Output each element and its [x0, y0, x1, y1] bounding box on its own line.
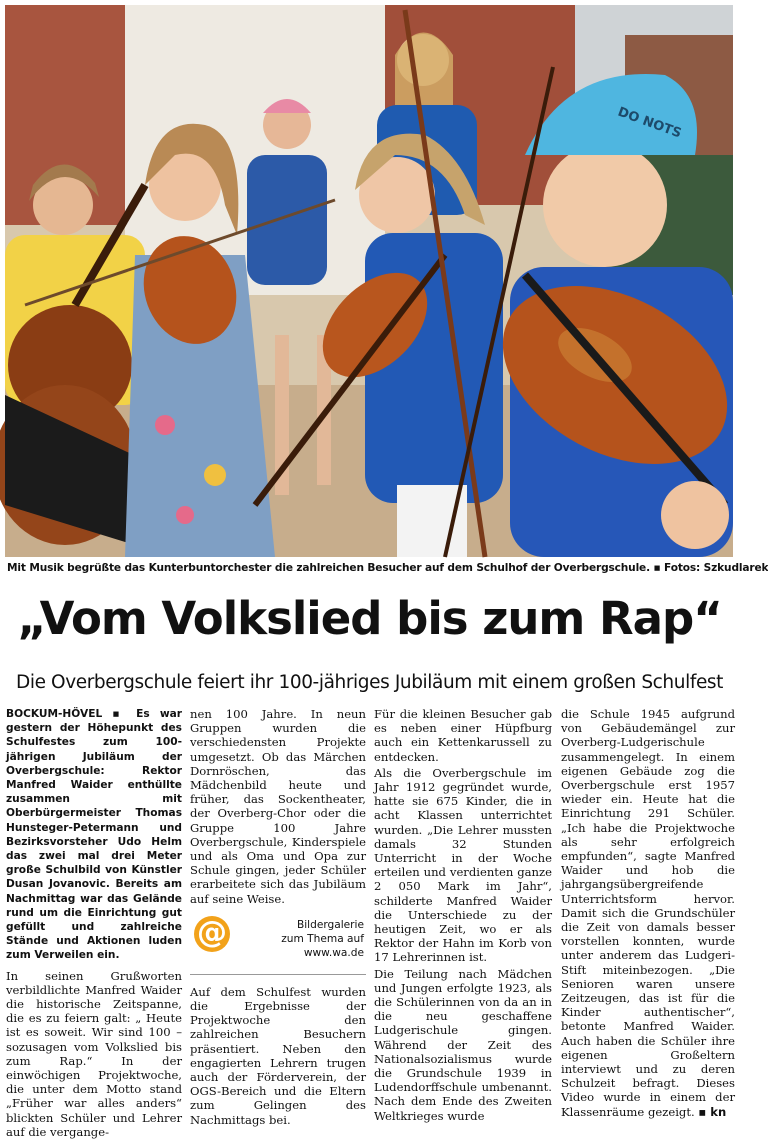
article-lead: BOCKUM-HÖVEL ▪ Es war gestern der Höhepunkt des Schulfestes zum 100-jährigen Jubiläum der Overbergschule: Rektor Manfred Waider enthüllte zusammen mit Oberbürgermeister Thomas Hunsteger-Petermann und Bezirksvorsteher Udo Helm das zwei mal drei Meter große Schulbild von Künstler Dusan Jovanovic. Bereits am Nachmittag war das Gelände rund um die Einrichtung gut gefüllt und zahlreiche Stände und Aktionen luden zum Verweilen ein.: [6, 708, 182, 962]
at-icon: @: [194, 916, 230, 952]
author-signature: ▪ kn: [698, 1104, 727, 1119]
photo-illustration: [5, 5, 733, 557]
article-paragraph: Als die Overbergschule im Jahr 1912 gegründet wurde, hatte sie 675 Kinder, die in acht Klassen unterrichtet wurden. „Die Lehrer mussten damals 32 Stunden Unterricht in der Woche erteilen und verdienten ganze 2 050 Mark im Jahr“, schilderte Manfred Waider die Unterschiede zu der heutigen Zeit, wo er als Rektor der Hahn im Korb von 17 Lehrerinnen ist.: [374, 765, 552, 965]
article-subheadline: Die Overbergschule feiert ihr 100-jähriges Jubiläum mit einem großen Schulfest: [15, 672, 724, 693]
gallery-infobox-text: [281, 918, 364, 960]
dress-pattern: [155, 415, 175, 435]
article-paragraph: Für die kleinen Besucher gab es neben einer Hüpfburg auch ein Kettenkarussell zu entdecken.: [374, 707, 552, 764]
article-paragraph: [561, 707, 735, 1119]
article-column-2: [190, 707, 366, 1127]
child-shirt: [247, 155, 327, 285]
article-paragraph: Auf dem Schulfest wurden die Ergebnisse der Projektwoche den zahlreichen Besuchern präsentiert. Neben den engagierten Lehrern trugen auch der Förderverein, der OGS-Bereich und die Eltern zum Gelingen des Nachmittags bei.: [190, 984, 366, 1127]
article-paragraph: nen 100 Jahre. In neun Gruppen wurden die verschiedensten Projekte umgesetzt. Ob das Märchen Dornröschen, das Mädchenbild heute und früher, das Sockentheater, der Overberg-Chor oder die Gruppe 100 Jahre Overbergschule, Kinderspiele und als Oma und Opa zur Schule gingen, jeder Schüler erarbeitete sich das Jubiläum auf seine Weise.: [190, 707, 366, 906]
article-headline: „Vom Volkslied bis zum Rap“: [17, 592, 722, 645]
article-column-4: [561, 707, 735, 1119]
child-face: [543, 143, 667, 267]
dress-pattern: [204, 464, 226, 486]
child-hand: [661, 481, 729, 549]
article-column-3: [374, 707, 552, 1123]
photo-caption: Mit Musik begrüßte das Kunterbuntorchester die zahlreichen Besucher auf dem Schulhof der Overbergschule. ▪ Fotos: Szkudlarek: [7, 562, 768, 574]
article-paragraph: Die Teilung nach Mädchen und Jungen erfolgte 1923, als die Schülerinnen von da an in die neu geschaffene Ludgerischule gingen. Während der Zeit des Nationalsozialismus wurde die Grundschule 1939 in Ludendorffschule umbenannt. Nach dem Ende des Zweiten Weltkrieges wurde: [374, 966, 552, 1123]
gallery-link[interactable]: www.wa.de: [303, 946, 364, 959]
article-photo: [5, 5, 733, 557]
article-paragraph: In seinen Grußworten verbildlichte Manfred Waider die historische Zeitspanne, die es zu feiern galt: „ Heute ist es soweit. Wir sind 100 – sozusagen vom Volkslied bis zum Rap.“ In der einwöchigen Projektwoche, die unter dem Motto stand „Früher war alles anders“ blickten Schüler und Lehrer auf die vergange-: [6, 968, 182, 1139]
dress-pattern: [176, 506, 194, 524]
gallery-infobox-line: zum Thema auf: [281, 932, 364, 945]
cap-text: DO NOTS: [615, 104, 684, 142]
article-column-1: [6, 707, 182, 1139]
gallery-infobox-line: Bildergalerie: [296, 918, 364, 931]
gallery-infobox[interactable]: [190, 912, 366, 975]
article-paragraph-text: die Schule 1945 aufgrund von Gebäudemängel zur Overberg-Ludgerischule zusammengelegt. In einem eigenen Gebäude zog die Overbergschule erst 1957 wieder ein. Heute hat die Einrichtung 291 Schüler. „Ich habe die Projektwoche als sehr erfolgreich empfunden“, sagte Manfred Waider und hob die jahrgangsübergreifende Unterrichtsform hervor. Damit sich die Grundschüler die Zeit von damals besser vorstellen konnten, wurde unter anderem das Ludgeri-Stift miteinbezogen. „Die Senioren waren unsere Zeitzeugen, das ist für die Kinder authentischer“, betonte Manfred Waider. Auch haben die Schüler ihre eigenen Großeltern interviewt und zu deren Schulzeit befragt. Dieses Video wurde in einem der Klassenräume gezeigt.: [561, 707, 735, 1119]
